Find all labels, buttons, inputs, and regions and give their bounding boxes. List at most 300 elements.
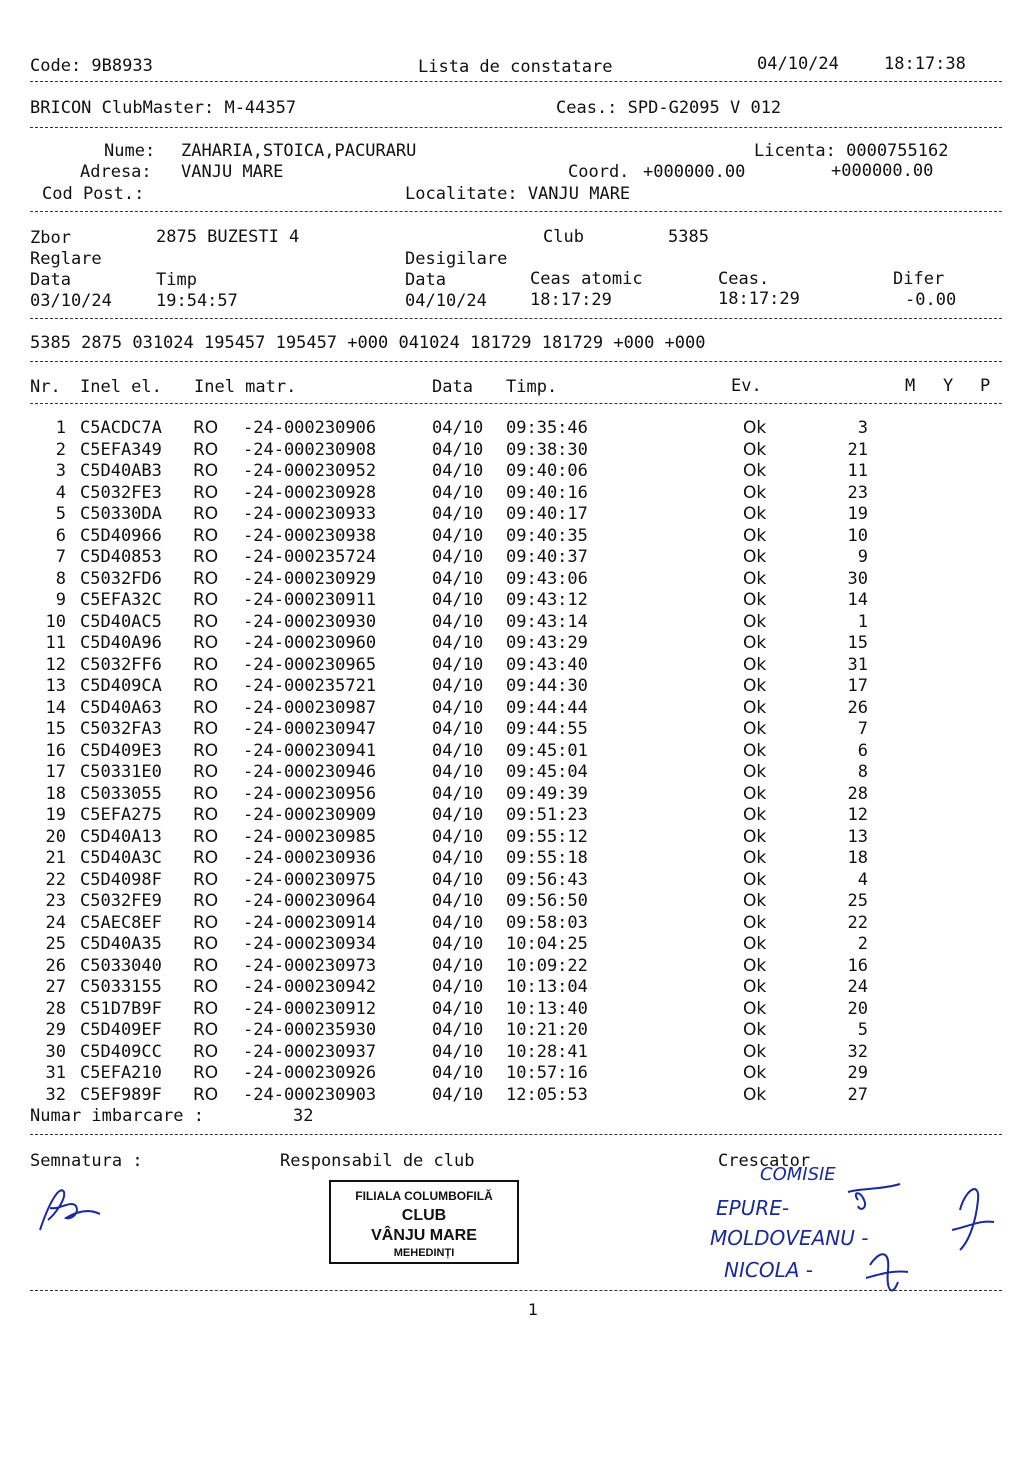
rank: 1 bbox=[857, 611, 868, 632]
table-row bbox=[30, 526, 1002, 547]
table-row bbox=[30, 569, 1002, 590]
table-row bbox=[30, 418, 1002, 439]
electronic-ring: C5D40A3C bbox=[80, 848, 162, 868]
table-row bbox=[30, 676, 1002, 697]
event-status: Ok bbox=[743, 955, 767, 976]
electronic-ring: C5D40966 bbox=[80, 525, 162, 546]
table-row bbox=[30, 977, 1002, 998]
country-code: RO bbox=[193, 418, 219, 438]
ring-number: -24-000230942 bbox=[243, 977, 377, 997]
rank: 11 bbox=[847, 461, 868, 481]
event-status: Ok bbox=[743, 482, 767, 503]
arrival-date: 04/10 bbox=[432, 482, 484, 503]
ring-number: -24-000230934 bbox=[243, 934, 377, 954]
arrival-date: 04/10 bbox=[432, 805, 484, 825]
ring-number: -24-000230965 bbox=[243, 654, 377, 675]
reglare-label: Reglare bbox=[30, 249, 102, 269]
arrival-time: 09:56:50 bbox=[506, 891, 588, 911]
arrival-time: 09:38:30 bbox=[506, 439, 588, 460]
event-status: Ok bbox=[743, 568, 767, 589]
country-code: RO bbox=[193, 891, 219, 911]
divider bbox=[30, 81, 1002, 82]
arrival-date: 04/10 bbox=[432, 525, 484, 546]
country-code: RO bbox=[193, 977, 219, 997]
ring-number: -24-000230926 bbox=[243, 1063, 377, 1083]
event-status: Ok bbox=[743, 1084, 767, 1105]
arrival-time: 09:43:40 bbox=[506, 654, 588, 675]
signature-scribble bbox=[30, 1180, 110, 1240]
event-status: Ok bbox=[743, 504, 767, 524]
row-number: 21 bbox=[45, 848, 66, 868]
arrival-date: 04/10 bbox=[432, 977, 484, 997]
arrival-date: 04/10 bbox=[432, 934, 484, 954]
row-number: 11 bbox=[45, 633, 66, 653]
table-row bbox=[30, 956, 1002, 977]
arrival-date: 04/10 bbox=[432, 869, 484, 890]
club-number: 5385 bbox=[668, 227, 709, 247]
arrival-time: 10:21:20 bbox=[506, 1020, 588, 1040]
table-row bbox=[30, 762, 1002, 783]
divider bbox=[30, 1290, 1002, 1291]
electronic-ring: C5033155 bbox=[80, 977, 162, 997]
row-number: 27 bbox=[45, 977, 66, 997]
event-status: Ok bbox=[743, 740, 767, 761]
summary-line: 5385 2875 031024 195457 195457 +000 041024 181729 181729 +000 +000 bbox=[30, 333, 706, 353]
divider bbox=[30, 1134, 1002, 1135]
rank: 32 bbox=[847, 1041, 868, 1062]
event-status: Ok bbox=[743, 848, 767, 868]
table-row bbox=[30, 827, 1002, 848]
event-status: Ok bbox=[743, 1041, 767, 1062]
country-code: RO bbox=[193, 1041, 219, 1062]
arrival-date: 04/10 bbox=[432, 1063, 484, 1083]
country-code: RO bbox=[193, 676, 219, 696]
handwritten-name: MOLDOVEANU - bbox=[710, 1226, 869, 1250]
arrival-time: 09:35:46 bbox=[506, 418, 588, 438]
table-row bbox=[30, 934, 1002, 955]
arrival-time: 10:09:22 bbox=[506, 955, 588, 976]
event-status: Ok bbox=[743, 461, 767, 481]
country-code: RO bbox=[193, 439, 219, 460]
table-row bbox=[30, 633, 1002, 654]
event-status: Ok bbox=[743, 826, 767, 847]
arrival-time: 09:56:43 bbox=[506, 869, 588, 890]
rank: 27 bbox=[847, 1084, 868, 1105]
ring-number: -24-000230975 bbox=[243, 869, 377, 890]
table-row bbox=[30, 1085, 1002, 1106]
coord-lat: +000000.00 bbox=[643, 162, 746, 182]
col-header-date: Data bbox=[432, 377, 473, 397]
electronic-ring: C5EFA32C bbox=[80, 590, 162, 610]
signature-label: Semnatura : bbox=[30, 1151, 143, 1171]
table-row bbox=[30, 483, 1002, 504]
row-number: 7 bbox=[55, 547, 66, 567]
boarding-count: 32 bbox=[293, 1106, 314, 1126]
country-code: RO bbox=[193, 547, 219, 567]
date-label: Data bbox=[30, 270, 71, 290]
boarding-count-label: Numar imbarcare : bbox=[30, 1106, 204, 1126]
electronic-ring: C5EFA210 bbox=[80, 1063, 162, 1083]
rank: 8 bbox=[857, 762, 868, 782]
page-number: 1 bbox=[528, 1300, 539, 1319]
divider bbox=[30, 127, 1002, 128]
event-status: Ok bbox=[743, 1020, 767, 1040]
electronic-ring: C5032FF6 bbox=[80, 654, 162, 675]
electronic-ring: C5D40853 bbox=[80, 547, 162, 567]
rank: 14 bbox=[847, 590, 868, 610]
ring-number: -24-000230952 bbox=[243, 461, 377, 481]
clock-label: Ceas. bbox=[718, 269, 770, 289]
event-status: Ok bbox=[743, 439, 767, 460]
row-number: 20 bbox=[45, 826, 66, 847]
ring-number: -24-000230973 bbox=[243, 955, 377, 976]
col-header-y: Y bbox=[943, 376, 954, 396]
event-status: Ok bbox=[743, 762, 767, 782]
event-status: Ok bbox=[743, 697, 767, 718]
arrival-time: 09:43:29 bbox=[506, 633, 588, 653]
ring-number: -24-000230960 bbox=[243, 633, 377, 653]
rank: 26 bbox=[847, 697, 868, 718]
country-code: RO bbox=[193, 955, 219, 976]
country-code: RO bbox=[193, 783, 219, 804]
arrival-date: 04/10 bbox=[432, 826, 484, 847]
ring-number: -24-000230937 bbox=[243, 1041, 377, 1062]
col-header-inel-el: Inel el. bbox=[80, 377, 162, 397]
table-row bbox=[30, 913, 1002, 934]
electronic-ring: C5032FD6 bbox=[80, 568, 162, 589]
ring-number: -24-000230908 bbox=[243, 439, 377, 460]
table-row bbox=[30, 848, 1002, 869]
row-number: 16 bbox=[45, 740, 66, 761]
electronic-ring: C5033040 bbox=[80, 955, 162, 976]
rank: 22 bbox=[847, 912, 868, 933]
table-row bbox=[30, 1042, 1002, 1063]
ring-number: -24-000230956 bbox=[243, 783, 377, 804]
country-code: RO bbox=[193, 461, 219, 481]
rank: 31 bbox=[847, 654, 868, 675]
country-code: RO bbox=[193, 590, 219, 610]
arrival-date: 04/10 bbox=[432, 998, 484, 1019]
arrival-date: 04/10 bbox=[432, 547, 484, 567]
print-date: 04/10/24 bbox=[757, 54, 839, 74]
arrival-time: 09:43:14 bbox=[506, 611, 588, 632]
country-code: RO bbox=[193, 1063, 219, 1083]
arrival-date: 04/10 bbox=[432, 740, 484, 761]
row-number: 28 bbox=[45, 998, 66, 1019]
arrival-time: 09:55:18 bbox=[506, 848, 588, 868]
row-number: 29 bbox=[45, 1020, 66, 1040]
row-number: 18 bbox=[45, 783, 66, 804]
clock-id: Ceas.: SPD-G2095 V 012 bbox=[556, 98, 782, 118]
arrival-date: 04/10 bbox=[432, 783, 484, 804]
electronic-ring: C5032FA3 bbox=[80, 719, 162, 739]
clubmaster-id: BRICON ClubMaster: M-44357 bbox=[30, 98, 297, 118]
table-row bbox=[30, 741, 1002, 762]
event-status: Ok bbox=[743, 525, 767, 546]
rank: 29 bbox=[847, 1063, 868, 1083]
date-label: Data bbox=[405, 270, 446, 290]
locality: Localitate: VANJU MARE bbox=[405, 184, 631, 204]
event-status: Ok bbox=[743, 633, 767, 653]
row-number: 5 bbox=[55, 504, 66, 524]
ring-number: -24-000230947 bbox=[243, 719, 377, 739]
row-number: 24 bbox=[45, 912, 66, 933]
arrival-time: 10:28:41 bbox=[506, 1041, 588, 1062]
table-row bbox=[30, 805, 1002, 826]
ring-number: -24-000230929 bbox=[243, 568, 377, 589]
arrival-date: 04/10 bbox=[432, 568, 484, 589]
table-row bbox=[30, 590, 1002, 611]
atomic-time: 18:17:29 bbox=[530, 290, 612, 310]
owner-address: VANJU MARE bbox=[181, 162, 284, 182]
row-number: 32 bbox=[45, 1084, 66, 1105]
country-code: RO bbox=[193, 1084, 219, 1105]
stamp-line: MEHEDINȚI bbox=[393, 1247, 455, 1259]
row-number: 15 bbox=[45, 719, 66, 739]
electronic-ring: C5D40A35 bbox=[80, 934, 162, 954]
divider bbox=[30, 361, 1002, 362]
country-code: RO bbox=[193, 869, 219, 890]
electronic-ring: C5D40AC5 bbox=[80, 611, 162, 632]
row-number: 19 bbox=[45, 805, 66, 825]
divider bbox=[30, 211, 1002, 212]
rank: 15 bbox=[847, 633, 868, 653]
arrival-time: 09:44:55 bbox=[506, 719, 588, 739]
rank: 25 bbox=[847, 891, 868, 911]
event-status: Ok bbox=[743, 611, 767, 632]
ring-number: -24-000230964 bbox=[243, 891, 377, 911]
arrival-time: 10:13:04 bbox=[506, 977, 588, 997]
arrival-date: 04/10 bbox=[432, 676, 484, 696]
arrival-time: 09:45:01 bbox=[506, 740, 588, 761]
desigilare-label: Desigilare bbox=[405, 249, 508, 269]
handwritten-name: EPURE- bbox=[716, 1196, 790, 1220]
electronic-ring: C51D7B9F bbox=[80, 998, 162, 1019]
row-number: 9 bbox=[55, 590, 66, 610]
ring-number: -24-000230933 bbox=[243, 504, 377, 524]
ring-number: -24-000235721 bbox=[243, 676, 377, 696]
col-header-p: P bbox=[980, 376, 991, 396]
electronic-ring: C5D409EF bbox=[80, 1020, 162, 1040]
electronic-ring: C50330DA bbox=[80, 504, 162, 524]
col-header-ev: Ev. bbox=[731, 376, 762, 396]
arrival-date: 04/10 bbox=[432, 762, 484, 782]
row-number: 3 bbox=[55, 461, 66, 481]
country-code: RO bbox=[193, 1020, 219, 1040]
arrival-time: 09:40:16 bbox=[506, 482, 588, 503]
row-number: 14 bbox=[45, 697, 66, 718]
arrival-time: 09:44:44 bbox=[506, 697, 588, 718]
arrival-time: 10:57:16 bbox=[506, 1063, 588, 1083]
arrival-date: 04/10 bbox=[432, 590, 484, 610]
ring-number: -24-000230985 bbox=[243, 826, 377, 847]
postcode-label: Cod Post.: bbox=[42, 184, 145, 204]
table-row bbox=[30, 547, 1002, 568]
country-code: RO bbox=[193, 697, 219, 718]
ring-number: -24-000230911 bbox=[243, 590, 377, 610]
table-row bbox=[30, 719, 1002, 740]
ring-number: -24-000230909 bbox=[243, 805, 377, 825]
country-code: RO bbox=[193, 525, 219, 546]
arrival-date: 04/10 bbox=[432, 719, 484, 739]
country-code: RO bbox=[193, 504, 219, 524]
event-status: Ok bbox=[743, 1063, 767, 1083]
country-code: RO bbox=[193, 482, 219, 503]
electronic-ring: C50331E0 bbox=[80, 762, 162, 782]
row-number: 25 bbox=[45, 934, 66, 954]
event-status: Ok bbox=[743, 418, 767, 438]
unseal-date: 04/10/24 bbox=[405, 291, 487, 311]
electronic-ring: C5D409CA bbox=[80, 676, 162, 696]
divider bbox=[30, 318, 1002, 319]
row-number: 10 bbox=[45, 611, 66, 632]
table-row bbox=[30, 999, 1002, 1020]
rank: 16 bbox=[847, 955, 868, 976]
ring-number: -24-000230936 bbox=[243, 848, 377, 868]
table-row bbox=[30, 1063, 1002, 1084]
licence-number: Licenta: 0000755162 bbox=[754, 141, 949, 161]
ring-number: -24-000230941 bbox=[243, 740, 377, 761]
arrival-date: 04/10 bbox=[432, 848, 484, 868]
table-row bbox=[30, 870, 1002, 891]
owner-name: ZAHARIA,STOICA,PACURARU bbox=[181, 141, 417, 161]
electronic-ring: C5D40AB3 bbox=[80, 461, 162, 481]
electronic-ring: C5D40A63 bbox=[80, 697, 162, 718]
rank: 30 bbox=[847, 568, 868, 589]
ring-number: -24-000235930 bbox=[243, 1020, 377, 1040]
rank: 9 bbox=[857, 547, 868, 567]
country-code: RO bbox=[193, 611, 219, 632]
row-number: 17 bbox=[45, 762, 66, 782]
event-status: Ok bbox=[743, 783, 767, 804]
arrival-time: 09:55:12 bbox=[506, 826, 588, 847]
club-label: Club bbox=[543, 227, 584, 247]
table-row bbox=[30, 461, 1002, 482]
arrival-time: 10:04:25 bbox=[506, 934, 588, 954]
rank: 17 bbox=[847, 676, 868, 696]
table-row bbox=[30, 891, 1002, 912]
event-status: Ok bbox=[743, 676, 767, 696]
arrival-date: 04/10 bbox=[432, 633, 484, 653]
electronic-ring: C5032FE9 bbox=[80, 891, 162, 911]
arrival-date: 04/10 bbox=[432, 1084, 484, 1105]
rank: 2 bbox=[857, 934, 868, 954]
ring-number: -24-000235724 bbox=[243, 547, 377, 567]
rank: 24 bbox=[847, 977, 868, 997]
ring-number: -24-000230906 bbox=[243, 418, 377, 438]
arrival-time: 09:40:17 bbox=[506, 504, 588, 524]
club-responsible-label: Responsabil de club bbox=[280, 1151, 475, 1171]
event-status: Ok bbox=[743, 977, 767, 997]
divider bbox=[30, 403, 1002, 404]
ring-number: -24-000230928 bbox=[243, 482, 377, 503]
row-number: 6 bbox=[55, 525, 66, 546]
arrival-time: 09:43:12 bbox=[506, 590, 588, 610]
row-number: 26 bbox=[45, 955, 66, 976]
difference-label: Difer bbox=[893, 269, 945, 289]
ring-number: -24-000230903 bbox=[243, 1084, 377, 1105]
electronic-ring: C5ACDC7A bbox=[80, 418, 162, 438]
handwritten-commission: COMISIE bbox=[760, 1164, 836, 1185]
rank: 21 bbox=[847, 439, 868, 460]
rank: 18 bbox=[847, 848, 868, 868]
arrival-time: 09:45:04 bbox=[506, 762, 588, 782]
coord-lon: +000000.00 bbox=[831, 161, 934, 181]
document-code: Code: 9B8933 bbox=[30, 56, 153, 76]
rank: 7 bbox=[857, 719, 868, 739]
arrival-time: 09:44:30 bbox=[506, 676, 588, 696]
arrival-time: 12:05:53 bbox=[506, 1084, 588, 1105]
rank: 23 bbox=[847, 482, 868, 503]
table-row bbox=[30, 698, 1002, 719]
event-status: Ok bbox=[743, 934, 767, 954]
table-row bbox=[30, 784, 1002, 805]
arrival-date: 04/10 bbox=[432, 439, 484, 460]
arrival-date: 04/10 bbox=[432, 611, 484, 632]
col-header-nr: Nr. bbox=[30, 377, 61, 397]
arrival-date: 04/10 bbox=[432, 461, 484, 481]
setting-time: 19:54:57 bbox=[156, 291, 238, 311]
stamp-line: CLUB bbox=[401, 1207, 447, 1224]
event-status: Ok bbox=[743, 891, 767, 911]
country-code: RO bbox=[193, 826, 219, 847]
electronic-ring: C5D409CC bbox=[80, 1041, 162, 1062]
arrival-date: 04/10 bbox=[432, 654, 484, 675]
arrival-date: 04/10 bbox=[432, 1041, 484, 1062]
country-code: RO bbox=[193, 848, 219, 868]
arrival-date: 04/10 bbox=[432, 955, 484, 976]
ring-number: -24-000230930 bbox=[243, 611, 377, 632]
name-label: Nume: bbox=[104, 141, 156, 161]
arrival-date: 04/10 bbox=[432, 504, 484, 524]
rank: 13 bbox=[847, 826, 868, 847]
rank: 19 bbox=[847, 504, 868, 524]
coord-label: Coord. bbox=[568, 162, 630, 182]
electronic-ring: C5033055 bbox=[80, 783, 162, 804]
handwritten-name: NICOLA - bbox=[724, 1258, 813, 1282]
row-number: 1 bbox=[55, 418, 66, 438]
row-number: 22 bbox=[45, 869, 66, 890]
rank: 6 bbox=[857, 740, 868, 761]
electronic-ring: C5AEC8EF bbox=[80, 912, 162, 933]
event-status: Ok bbox=[743, 869, 767, 890]
col-header-m: M bbox=[905, 376, 916, 396]
clock-time: 18:17:29 bbox=[718, 289, 800, 309]
rank: 3 bbox=[857, 418, 868, 438]
country-code: RO bbox=[193, 762, 219, 782]
rank: 12 bbox=[847, 805, 868, 825]
arrival-time: 09:40:35 bbox=[506, 525, 588, 546]
event-status: Ok bbox=[743, 590, 767, 610]
rank: 20 bbox=[847, 998, 868, 1019]
ring-number: -24-000230912 bbox=[243, 998, 377, 1019]
country-code: RO bbox=[193, 719, 219, 739]
table-row bbox=[30, 504, 1002, 525]
club-stamp bbox=[329, 1180, 519, 1264]
address-label: Adresa: bbox=[80, 162, 152, 182]
time-label: Timp bbox=[156, 270, 197, 290]
country-code: RO bbox=[193, 568, 219, 589]
electronic-ring: C5EF989F bbox=[80, 1084, 162, 1105]
event-status: Ok bbox=[743, 654, 767, 675]
event-status: Ok bbox=[743, 719, 767, 739]
breeder-label: Crescator bbox=[718, 1151, 811, 1171]
atomic-clock-label: Ceas atomic bbox=[530, 269, 643, 289]
table-row bbox=[30, 612, 1002, 633]
arrival-date: 04/10 bbox=[432, 1020, 484, 1040]
arrival-date: 04/10 bbox=[432, 697, 484, 718]
event-status: Ok bbox=[743, 998, 767, 1019]
